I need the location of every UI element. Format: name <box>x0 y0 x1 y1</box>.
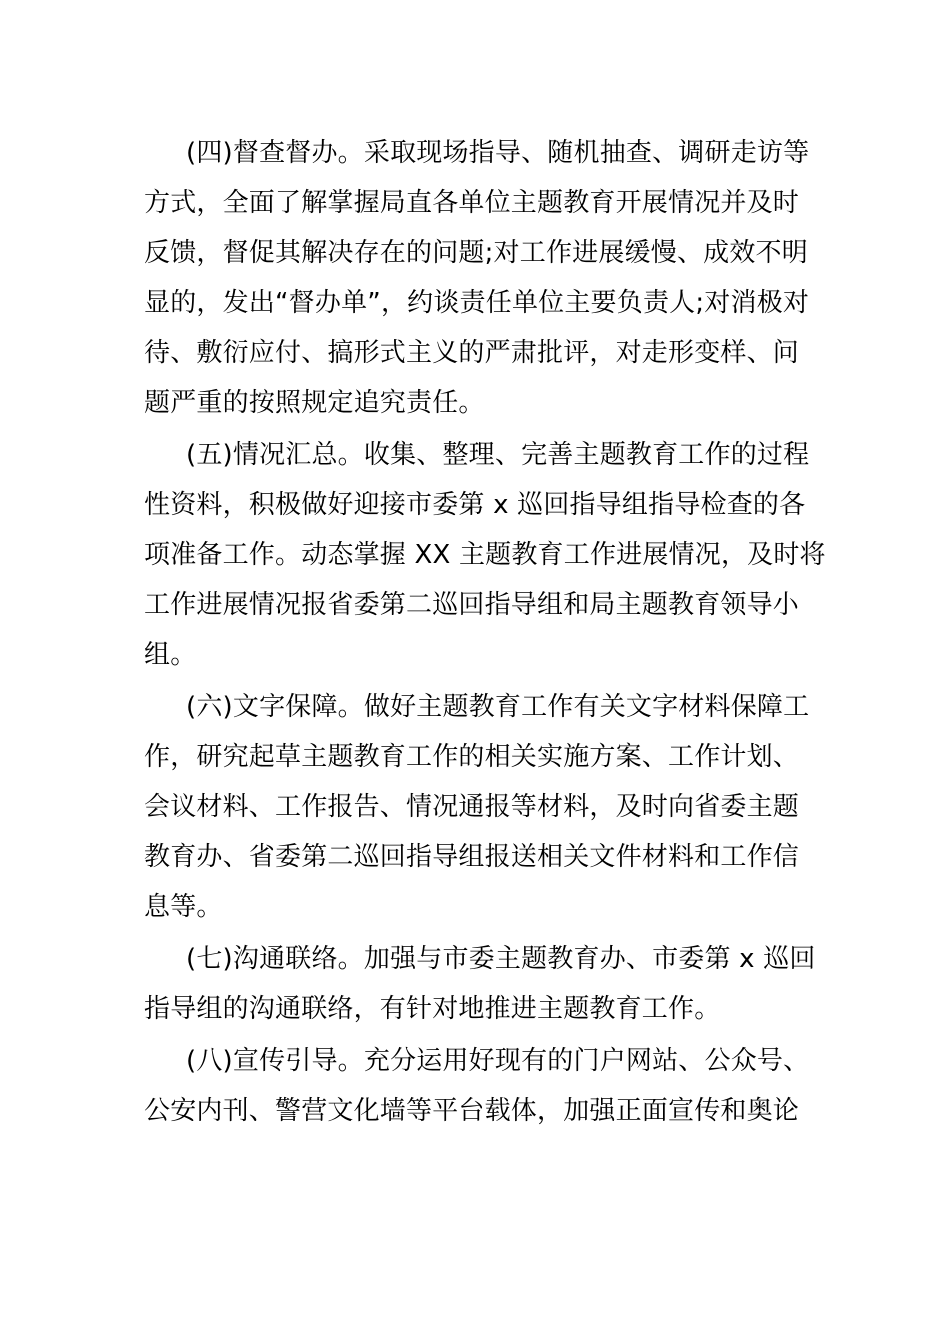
paragraph-6-line-1: (六)文字保障。做好主题教育工作有关文字材料保障工 <box>186 692 810 722</box>
paragraph-7-line-1: (七)沟通联络。加强与市委主题教育办、市委第 x 巡回 <box>186 944 816 974</box>
paragraph-5-line-2: 性资料，积极做好迎接市委第 x 巡回指导组指导检查的各 <box>144 490 806 520</box>
paragraph-6-line-4: 教育办、省委第二巡回指导组报送相关文件材料和工作信 <box>144 842 800 872</box>
paragraph-6-line-2: 作，研究起草主题教育工作的相关实施方案、工作计划、 <box>144 742 800 772</box>
paragraph-6-line-5: 息等。 <box>144 892 223 922</box>
paragraph-4-line-2: 方式，全面了解掌握局直各单位主题教育开展情况并及时 <box>144 188 800 218</box>
paragraph-5-line-4: 工作进展情况报省委第二巡回指导组和局主题教育领导小 <box>144 590 800 620</box>
paragraph-4-line-5: 待、敷衍应付、搞形式主义的严肃批评，对走形变样、问 <box>144 338 800 368</box>
paragraph-4-line-6: 题严重的按照规定追究责任。 <box>144 388 485 418</box>
paragraph-4-line-3: 反馈，督促其解决存在的问题;对工作进展缓慢、成效不明 <box>144 238 808 268</box>
paragraph-5-line-5: 组。 <box>144 640 197 670</box>
paragraph-4-line-4: 显的，发出“督办单”，约谈责任单位主要负责人;对消极对 <box>144 288 810 318</box>
paragraph-8-line-2: 公安内刊、警营文化墙等平台载体，加强正面宣传和奥论 <box>144 1096 800 1126</box>
paragraph-8-line-1: (八)宣传引导。充分运用好现有的门户网站、公众号、 <box>186 1046 810 1076</box>
paragraph-6-line-3: 会议材料、工作报告、情况通报等材料，及时向省委主题 <box>144 792 800 822</box>
paragraph-5-line-3: 项准备工作。动态掌握 XX 主题教育工作进展情况，及时将 <box>144 540 826 570</box>
paragraph-4-line-1: (四)督查督办。采取现场指导、随机抽查、调研走访等 <box>186 138 810 168</box>
paragraph-7-line-2: 指导组的沟通联络，有针对地推进主题教育工作。 <box>144 994 721 1024</box>
paragraph-5-line-1: (五)情况汇总。收集、整理、完善主题教育工作的过程 <box>186 440 810 470</box>
